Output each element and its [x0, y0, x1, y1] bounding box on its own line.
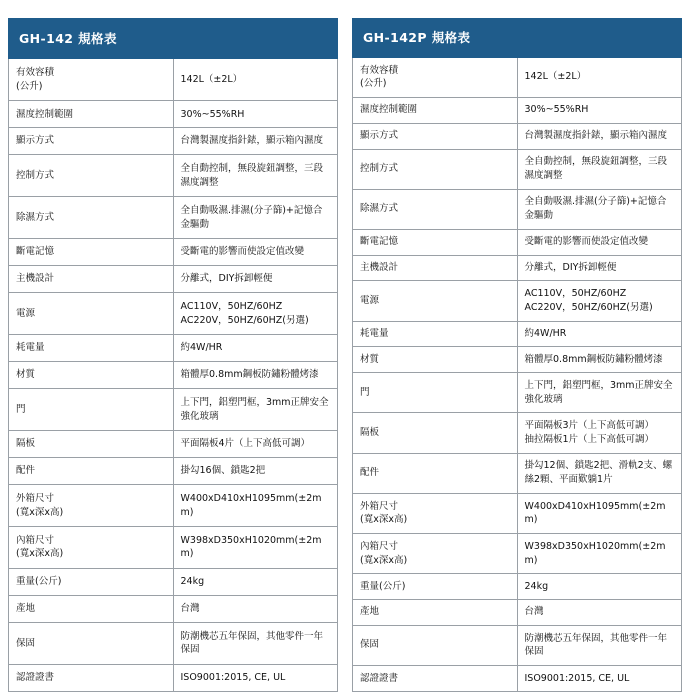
spec-value-line: 約4W/HR — [180, 342, 223, 354]
spec-value-line: 抽拉隔板1片（上下高低可調） — [524, 434, 655, 446]
spec-value — [173, 485, 338, 527]
spec-value — [517, 321, 682, 347]
spec-label-line: (公升) — [16, 80, 43, 92]
spec-value-line: 142L（±2L） — [180, 74, 243, 86]
spec-label — [9, 101, 174, 128]
table-row — [9, 595, 338, 622]
spec-label — [353, 533, 518, 573]
table-row — [353, 281, 682, 321]
table-row — [353, 149, 682, 189]
spec-value-line: AC110V，50HZ/60HZ — [524, 288, 627, 300]
spec-value-line: 全自動控制，無段旋鈕調整，三段濕度調整 — [524, 156, 668, 182]
spec-value-line: 受斷電的影響而使設定值改變 — [180, 246, 305, 258]
spec-value-line: 台灣製濕度指針錶，顯示箱內濕度 — [180, 135, 324, 147]
spec-label-line: 外箱尺寸 — [360, 500, 399, 512]
spec-value-line: 30%~55%RH — [524, 104, 589, 116]
spec-value — [173, 266, 338, 293]
spec-value — [173, 568, 338, 595]
spec-value — [517, 57, 682, 97]
spec-label-line: 外箱尺寸 — [16, 492, 55, 504]
spec-label — [353, 281, 518, 321]
spec-table-gh142 — [8, 18, 338, 692]
spec-label-line: 認證證書 — [360, 672, 399, 684]
table-row — [353, 599, 682, 625]
spec-value — [173, 59, 338, 101]
spec-label-line: 除濕方式 — [16, 211, 55, 223]
spec-value — [173, 595, 338, 622]
spec-value — [173, 197, 338, 239]
spec-value-line: 平面隔板4片（上下高低可調） — [180, 438, 311, 450]
spec-label — [9, 128, 174, 155]
spec-label — [9, 293, 174, 335]
spec-value-line: ISO9001:2015, CE, UL — [180, 672, 286, 684]
spec-value — [173, 622, 338, 664]
table-row — [9, 622, 338, 664]
spec-value-line: 分離式，DIY拆卸輕便 — [180, 273, 273, 285]
spec-label — [9, 568, 174, 595]
spec-value — [517, 665, 682, 691]
table-row — [9, 527, 338, 569]
spec-value-line: 全自動控制，無段旋鈕調整，三段濕度調整 — [180, 163, 324, 188]
spec-label-line: 斷電記憶 — [16, 246, 55, 258]
spec-value — [173, 389, 338, 431]
spec-label-line: 電源 — [16, 307, 36, 319]
table-row — [9, 59, 338, 101]
table-row — [353, 229, 682, 255]
table-row — [9, 431, 338, 458]
spec-label-line: 保固 — [360, 639, 380, 651]
table-title: GH-142 規格表 — [9, 19, 338, 59]
spec-label — [9, 239, 174, 266]
spec-value-line: 防潮機芯五年保固，其他零件一年保固 — [524, 632, 668, 658]
spec-value-line: 24kg — [180, 576, 205, 588]
table-row — [9, 458, 338, 485]
spec-value-line: 24kg — [524, 580, 549, 592]
table-row — [353, 189, 682, 229]
spec-value — [173, 527, 338, 569]
spec-value-line: 約4W/HR — [524, 328, 567, 340]
spec-label — [353, 574, 518, 600]
spec-label-line: 門 — [360, 386, 370, 398]
table-row — [353, 123, 682, 149]
table-row — [353, 373, 682, 413]
spec-value-line: 掛勾12個、鎖匙2把、滑軌2支、螺絲2顆、平面歎躺1片 — [524, 460, 673, 486]
spec-label — [9, 266, 174, 293]
spec-value-line: 箱體厚0.8mm鋼板防鏽粉體烤漆 — [180, 369, 319, 381]
spec-label — [353, 413, 518, 453]
table-row — [9, 239, 338, 266]
spec-value-line: 上下門，鋁塑門框，3mm正牌安全強化玻璃 — [180, 396, 329, 422]
spec-value — [517, 97, 682, 123]
spec-label-line: 認證證書 — [16, 672, 55, 684]
spec-label — [353, 123, 518, 149]
spec-label-line: (寬x深x高) — [360, 554, 408, 566]
table-row — [353, 533, 682, 573]
spec-value — [517, 493, 682, 533]
spec-value — [517, 574, 682, 600]
spec-label-line: 產地 — [16, 603, 36, 615]
spec-value-line: 分離式，DIY拆卸輕便 — [524, 262, 617, 274]
spec-label-line: 濕度控制範圍 — [16, 108, 74, 120]
spec-label — [353, 453, 518, 493]
spec-value — [517, 599, 682, 625]
spec-value — [517, 625, 682, 665]
table-row — [9, 485, 338, 527]
table-row — [9, 389, 338, 431]
spec-value-line: 142L（±2L） — [524, 71, 587, 83]
spec-value-line: AC220V，50HZ/60HZ(另選) — [180, 314, 309, 326]
spec-value — [173, 335, 338, 362]
spec-value — [517, 189, 682, 229]
spec-label-line: 隔板 — [16, 438, 36, 450]
spec-label-line: 顯示方式 — [16, 135, 55, 147]
spec-value — [517, 347, 682, 373]
spec-value-line: 台灣 — [180, 603, 200, 615]
spec-value-line: W400xD410xH1095mm(±2mm) — [180, 492, 322, 518]
spec-label-line: 濕度控制範圍 — [360, 104, 418, 116]
spec-label-line: 耗電量 — [16, 342, 45, 354]
spec-value — [517, 123, 682, 149]
spec-value — [173, 128, 338, 155]
spec-value-line: 全自動吸濕.排濕(分子篩)+記憶合金驅動 — [180, 205, 323, 230]
table-title: GH-142P 規格表 — [353, 19, 682, 58]
spec-label — [353, 665, 518, 691]
spec-value-line: 台灣製濕度指針錶，顯示箱內濕度 — [524, 130, 668, 142]
table-title-row — [9, 19, 338, 59]
spec-label — [9, 59, 174, 101]
table-row — [353, 255, 682, 281]
table-row — [353, 413, 682, 453]
table-row — [353, 665, 682, 691]
spec-label-line: 控制方式 — [16, 169, 55, 181]
spec-label-line: 配件 — [16, 465, 36, 477]
spec-table-gh142p — [352, 18, 682, 692]
spec-label — [353, 321, 518, 347]
spec-value-line: 30%~55%RH — [180, 108, 245, 120]
spec-value-line: 箱體厚0.8mm鋼板防鏽粉體烤漆 — [524, 353, 663, 365]
spec-value — [173, 431, 338, 458]
spec-value — [517, 373, 682, 413]
spec-value — [517, 281, 682, 321]
table-row — [353, 574, 682, 600]
spec-label-line: 主機設計 — [16, 273, 55, 285]
table-row — [9, 293, 338, 335]
spec-label — [353, 493, 518, 533]
spec-label-line: (寬x深x高) — [360, 514, 408, 526]
spec-label — [353, 625, 518, 665]
table-row — [353, 321, 682, 347]
spec-table-body — [9, 19, 338, 692]
spec-label-line: (公升) — [360, 78, 387, 90]
spec-value-line: ISO9001:2015, CE, UL — [524, 672, 630, 684]
table-row — [9, 335, 338, 362]
spec-label — [353, 149, 518, 189]
spec-value-line: W400xD410xH1095mm(±2mm) — [524, 500, 666, 526]
spec-label — [353, 255, 518, 281]
spec-label-line: 控制方式 — [360, 163, 399, 175]
spec-label — [353, 229, 518, 255]
spec-value-line: W398xD350xH1020mm(±2mm) — [180, 534, 322, 560]
table-row — [9, 197, 338, 239]
spec-label — [9, 664, 174, 691]
table-row — [353, 453, 682, 493]
spec-label-line: 電源 — [360, 295, 380, 307]
spec-value — [173, 155, 338, 197]
spec-label — [353, 189, 518, 229]
spec-value — [517, 149, 682, 189]
spec-label-line: 除濕方式 — [360, 203, 399, 215]
spec-label — [9, 622, 174, 664]
spec-label-line: 有效容積 — [360, 64, 399, 76]
spec-value — [173, 293, 338, 335]
spec-label — [353, 347, 518, 373]
spec-label — [9, 362, 174, 389]
spec-value-line: AC110V，50HZ/60HZ — [180, 300, 283, 312]
spec-label — [9, 485, 174, 527]
spec-value — [173, 101, 338, 128]
spec-value-line: 掛勾16個、鎖匙2把 — [180, 465, 266, 477]
spec-value-line: W398xD350xH1020mm(±2mm) — [524, 540, 666, 566]
spec-label-line: 配件 — [360, 467, 380, 479]
spec-value-line: 台灣 — [524, 606, 544, 618]
spec-label-line: 隔板 — [360, 427, 380, 439]
spec-label — [9, 155, 174, 197]
spec-label-line: 產地 — [360, 606, 380, 618]
spec-label-line: 有效容積 — [16, 67, 55, 79]
spec-label-line: 顯示方式 — [360, 130, 399, 142]
spec-value — [517, 255, 682, 281]
spec-label-line: (寬x深x高) — [16, 506, 64, 518]
spec-value — [517, 453, 682, 493]
spec-value-line: 受斷電的影響而使設定值改變 — [524, 236, 649, 248]
spec-label-line: 主機設計 — [360, 262, 399, 274]
spec-label-line: 內箱尺寸 — [16, 534, 55, 546]
spec-label-line: 門 — [16, 403, 26, 415]
spec-value — [173, 664, 338, 691]
spec-label-line: 內箱尺寸 — [360, 540, 399, 552]
spec-value — [517, 229, 682, 255]
spec-label-line: (寬x深x高) — [16, 548, 64, 560]
spec-label — [353, 57, 518, 97]
spec-value-line: 防潮機芯五年保固，其他零件一年保固 — [180, 630, 324, 656]
spec-value — [517, 533, 682, 573]
spec-label — [353, 599, 518, 625]
spec-label-line: 斷電記憶 — [360, 236, 399, 248]
spec-value-line: 全自動吸濕.排濕(分子篩)+記憶合金驅動 — [524, 196, 667, 222]
spec-label — [353, 97, 518, 123]
spec-label — [9, 595, 174, 622]
table-row — [9, 155, 338, 197]
spec-label — [353, 373, 518, 413]
spec-value-line: 平面隔板3片（上下高低可調） — [524, 420, 655, 432]
spec-value — [173, 458, 338, 485]
spec-label — [9, 389, 174, 431]
table-row — [9, 101, 338, 128]
table-row — [9, 266, 338, 293]
spec-label — [9, 431, 174, 458]
spec-label-line: 重量(公斤) — [360, 580, 406, 592]
spec-value-line: 上下門，鋁塑門框，3mm正牌安全強化玻璃 — [524, 380, 673, 405]
spec-label-line: 重量(公斤) — [16, 576, 62, 588]
table-row — [353, 97, 682, 123]
table-row — [353, 57, 682, 97]
spec-label-line: 材質 — [16, 369, 36, 381]
spec-label-line: 耗電量 — [360, 328, 389, 340]
spec-value — [173, 239, 338, 266]
table-row — [353, 347, 682, 373]
table-row — [9, 362, 338, 389]
table-row — [353, 625, 682, 665]
spec-label — [9, 197, 174, 239]
spec-table-body — [353, 19, 682, 692]
spec-label-line: 保固 — [16, 637, 36, 649]
spec-value-line: AC220V，50HZ/60HZ(另選) — [524, 302, 653, 314]
spec-label — [9, 458, 174, 485]
spec-value — [173, 362, 338, 389]
table-title-row — [353, 19, 682, 58]
table-row — [9, 128, 338, 155]
table-row — [9, 568, 338, 595]
table-row — [353, 493, 682, 533]
spec-label — [9, 527, 174, 569]
table-row — [9, 664, 338, 691]
spec-label — [9, 335, 174, 362]
spec-label-line: 材質 — [360, 353, 380, 365]
spec-value — [517, 413, 682, 453]
